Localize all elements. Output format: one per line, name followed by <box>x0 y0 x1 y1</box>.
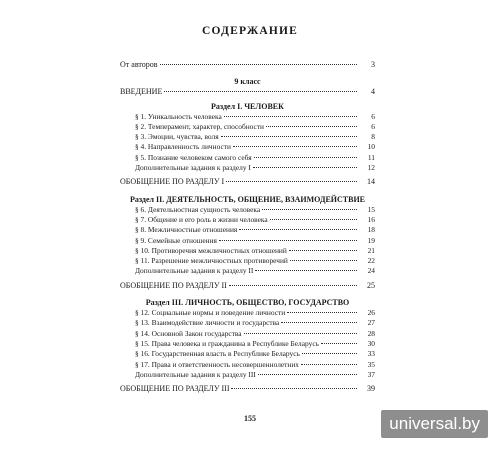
toc-page: 12 <box>367 163 375 173</box>
table-of-contents <box>120 60 375 394</box>
toc-label: От авторов <box>120 60 158 69</box>
toc-entry-summary <box>120 281 375 291</box>
toc-page: 19 <box>367 235 375 245</box>
toc-entry-summary <box>120 384 375 394</box>
toc-label: § 3. Эмоции, чувства, воля <box>135 132 219 142</box>
toc-entry <box>120 329 375 339</box>
leader-dots <box>262 208 357 210</box>
toc-entry <box>120 308 375 318</box>
toc-page: 33 <box>367 349 375 359</box>
toc-page: 6 <box>371 121 375 131</box>
leader-dots <box>287 311 357 313</box>
leader-dots <box>233 145 357 147</box>
section-heading: Раздел I. ЧЕЛОВЕК <box>211 101 284 111</box>
toc-label: Дополнительные задания к разделу II <box>135 266 254 276</box>
toc-label: § 2. Темперамент, характер, способности <box>135 121 265 131</box>
leader-dots <box>289 249 357 251</box>
toc-page: 11 <box>367 152 375 162</box>
watermark: universal.by <box>381 410 488 438</box>
grade-heading: 9 класс <box>234 77 261 87</box>
toc-label: § 16. Государственная власть в Республике Беларусь <box>135 349 300 359</box>
section-heading: Раздел III. ЛИЧНОСТЬ, ОБЩЕСТВО, ГОСУДАРСТВО <box>145 298 350 308</box>
leader-dots <box>229 284 357 286</box>
toc-label: ВВЕДЕНИЕ <box>120 87 163 97</box>
toc-page: 27 <box>367 318 375 328</box>
section-heading: Раздел II. ДЕЯТЕЛЬНОСТЬ, ОБЩЕНИЕ, ВЗАИМОДЕЙСТВИЕ <box>129 194 366 204</box>
leader-dots <box>301 363 357 365</box>
toc-entry <box>120 112 375 122</box>
toc-label: § 9. Семейные отношения <box>135 235 217 245</box>
toc-label: § 12. Социальные нормы и поведение личности <box>135 308 286 318</box>
toc-entry <box>120 360 375 370</box>
leader-dots <box>253 166 357 168</box>
toc-page: 6 <box>371 111 375 121</box>
toc-label: § 5. Познание человеком самого себя <box>135 152 252 162</box>
toc-label: § 10. Противоречия межличностных отношений <box>135 245 287 255</box>
toc-page: 22 <box>367 256 375 266</box>
toc-page: 21 <box>367 245 375 255</box>
toc-page: 10 <box>367 142 375 152</box>
toc-label: ОБОБЩЕНИЕ ПО РАЗДЕЛУ I <box>120 177 225 187</box>
toc-page: 14 <box>367 177 375 187</box>
toc-page: 30 <box>367 338 375 348</box>
leader-dots <box>302 352 357 354</box>
toc-entry <box>120 225 375 235</box>
leader-dots <box>239 228 357 230</box>
leader-dots <box>164 90 357 92</box>
leader-dots <box>266 125 357 127</box>
leader-dots <box>226 180 357 182</box>
toc-page: 35 <box>367 359 375 369</box>
toc-entry <box>120 318 375 328</box>
toc-label: § 15. Права человека и гражданина в Республике Беларусь <box>135 338 319 348</box>
toc-entry <box>120 246 375 256</box>
toc-label: § 7. Общение и его роль в жизни человека <box>135 214 268 224</box>
toc-entry <box>120 163 375 173</box>
leader-dots <box>244 332 357 334</box>
toc-entry <box>120 256 375 266</box>
toc-page: 18 <box>367 225 375 235</box>
leader-dots <box>321 342 357 344</box>
toc-entry <box>120 349 375 359</box>
leader-dots <box>281 321 357 323</box>
toc-label: Дополнительные задания к разделу III <box>135 369 256 379</box>
toc-label: § 14. Основной Закон государства <box>135 328 242 338</box>
toc-entry <box>120 205 375 215</box>
leader-dots <box>231 387 357 389</box>
toc-page: 15 <box>367 204 375 214</box>
toc-label: § 4. Направленность личности <box>135 142 231 152</box>
toc-page: 8 <box>371 132 375 142</box>
toc-page: 16 <box>367 214 375 224</box>
toc-entry <box>120 266 375 276</box>
leader-dots <box>221 135 357 137</box>
leader-dots <box>255 269 357 271</box>
toc-entry <box>120 339 375 349</box>
toc-page: 25 <box>367 280 375 290</box>
toc-entry-introduction <box>120 87 375 97</box>
leader-dots <box>219 239 357 241</box>
toc-label: § 1. Уникальность человека <box>135 111 222 121</box>
toc-label: § 6. Деятельностная сущность человека <box>135 204 261 214</box>
toc-label: Дополнительные задания к разделу I <box>135 163 251 173</box>
toc-page: 37 <box>367 369 375 379</box>
toc-entry <box>120 370 375 380</box>
page-number: 155 <box>244 414 256 423</box>
toc-entry <box>120 215 375 225</box>
toc-label: ОБОБЩЕНИЕ ПО РАЗДЕЛУ II <box>120 280 227 290</box>
toc-label: § 17. Права и ответственность несовершеннолетних <box>135 359 299 369</box>
toc-page: 3 <box>371 60 375 69</box>
page-title: СОДЕРЖАНИЕ <box>201 25 299 37</box>
leader-dots <box>254 156 357 158</box>
leader-dots <box>160 63 357 65</box>
toc-page: 4 <box>371 87 375 97</box>
toc-entry-summary <box>120 177 375 187</box>
toc-label: § 13. Взаимодействие личности и государства <box>135 318 280 328</box>
toc-entry <box>120 132 375 142</box>
toc-page: 26 <box>367 308 375 318</box>
toc-label: § 8. Межличностные отношения <box>135 225 238 235</box>
leader-dots <box>290 259 357 261</box>
toc-page: 39 <box>367 384 375 394</box>
toc-entry-intro <box>120 60 375 70</box>
toc-page: 28 <box>367 328 375 338</box>
toc-entry <box>120 236 375 246</box>
toc-entry <box>120 122 375 132</box>
leader-dots <box>224 115 357 117</box>
leader-dots <box>270 218 357 220</box>
toc-label: § 11. Разрешение межличностных противоречий <box>135 256 288 266</box>
toc-entry <box>120 153 375 163</box>
toc-page: 24 <box>367 266 375 276</box>
leader-dots <box>258 373 357 375</box>
toc-label: ОБОБЩЕНИЕ ПО РАЗДЕЛУ III <box>120 384 230 394</box>
toc-entry <box>120 142 375 152</box>
